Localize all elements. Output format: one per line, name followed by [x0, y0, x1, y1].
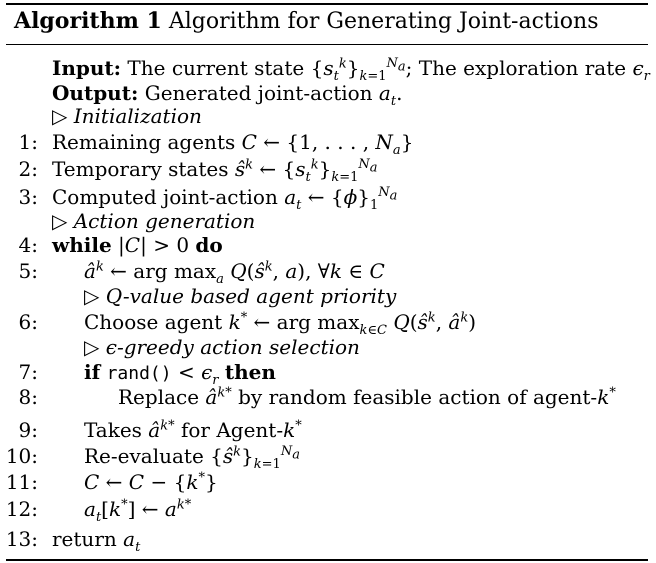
- algorithm-caption: [14, 8, 599, 34]
- input-label: Input:: [52, 56, 122, 80]
- algorithm-block: Algorithm 1 Algorithm for Generating Joint-actions Input: The current state $\{s_t^k\}_{k=1}^{N_a}$; The exploration rate $\epsilon_r$ Output: Generated joint-action $a_t$. ▷ Initialization 1: Remaining agents C ← {1, . . . , $N_a$} 2: Temporary states $ŝ^k$ ← $\{s_t^k\}_{k=1}^{N_a}$ 3: Computed joint-action $a_t$ ← $\{\phi\}_1^{N_a}$ ▷ Action generation 4: while |C| > 0 do 5: $â^k$ ← arg $\max_a$ $Q(ŝ^k$, a), ∀k ∈ C ▷ Q-value based agent priority 6: Choose agent k* ← arg $\max_{k\in C}$ $Q(ŝ^k$, $â^k$) ▷ ϵ-greedy action selection 7: if rand() < $\epsilon_r$ then 8: Replace $â^{k*}$ by random feasible action of agent-k* 9: Takes $â^{k*}$ for Agent-k* 10: Re-evaluate $\{ŝ^k\}_{k=1}^{N_a}$ 11: C ← C − {k*} 12: $a_t[k^*]$ ← $a^{k*}$ 13: return $a_t$: [0, 0, 656, 563]
- output-text: Generated joint-action $a_t$.: [144, 81, 403, 109]
- caption-title: Algorithm for Generating Joint-actions: [168, 9, 599, 34]
- bottom-rule: [6, 559, 648, 561]
- top-rule: [6, 3, 648, 5]
- output-label: Output:: [52, 81, 139, 105]
- caption-label: Algorithm 1: [14, 8, 162, 34]
- input-text: The current state $\{s_t^k\}_{k=1}^{N_a}$; The exploration rate $\epsilon_r$: [127, 56, 650, 84]
- caption-rule: [6, 44, 648, 45]
